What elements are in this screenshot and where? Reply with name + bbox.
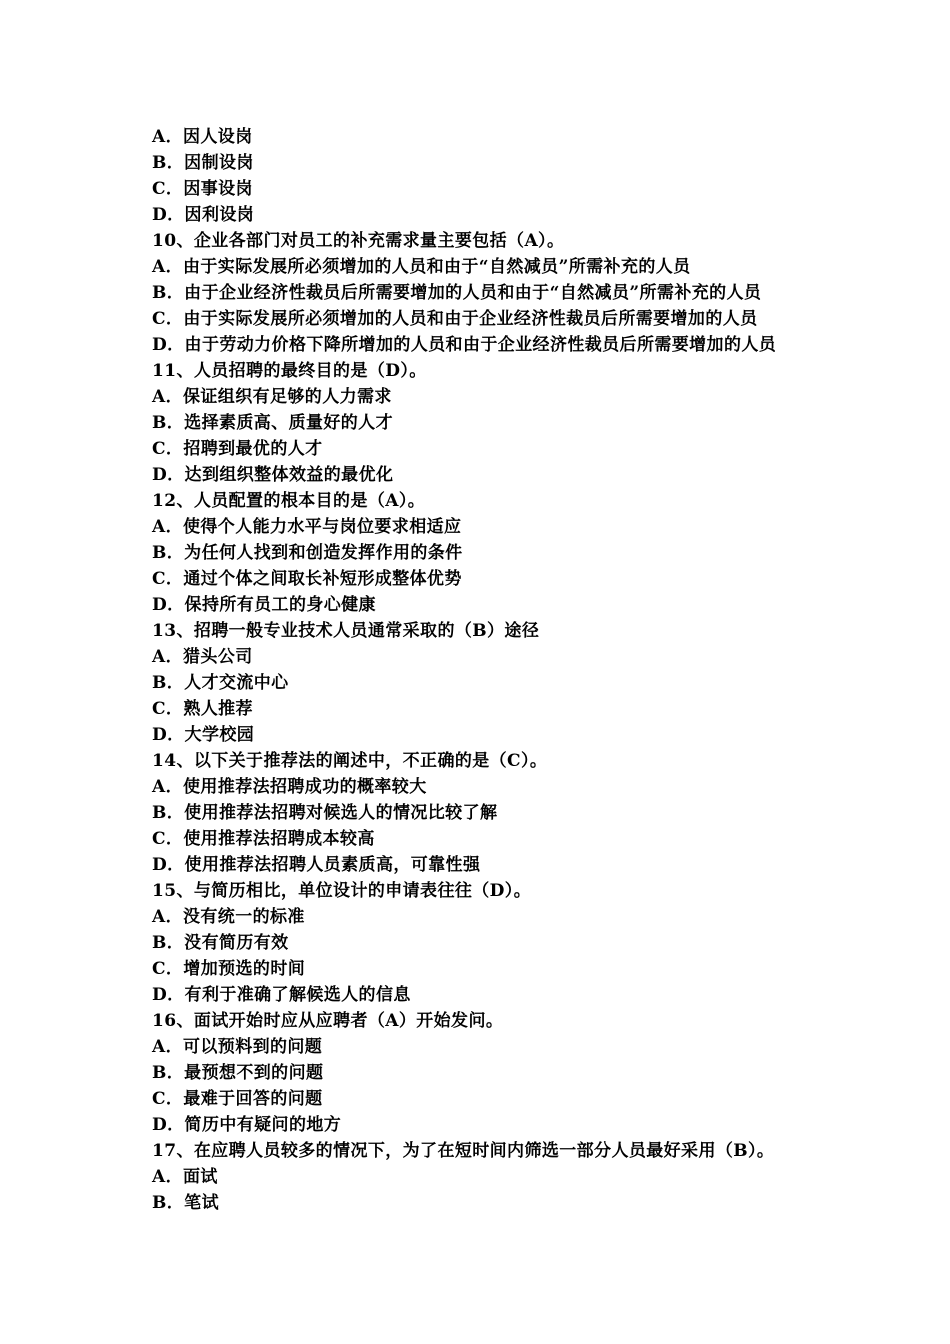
- answer-option: C．增加预选的时间: [152, 959, 306, 979]
- answer-option: D．保持所有员工的身心健康: [152, 595, 376, 615]
- question-text: 10、企业各部门对员工的补充需求量主要包括（A）。: [152, 231, 565, 251]
- answer-option: A．使用推荐法招聘成功的概率较大: [152, 777, 427, 797]
- answer-option: A．因人设岗: [152, 127, 253, 147]
- document-page: [152, 124, 852, 1216]
- answer-option: B．没有简历有效: [152, 933, 289, 953]
- answer-option: B．使用推荐法招聘对候选人的情况比较了解: [152, 803, 498, 823]
- question-text: 13、招聘一般专业技术人员通常采取的（B）途径: [152, 621, 540, 641]
- answer-option: A．可以预料到的问题: [152, 1037, 323, 1057]
- answer-option: B．因制设岗: [152, 153, 254, 173]
- answer-option: D．因利设岗: [152, 205, 255, 225]
- question-text: 14、以下关于推荐法的阐述中，不正确的是（C）。: [152, 751, 548, 771]
- answer-option: C．熟人推荐: [152, 699, 253, 719]
- answer-option: C．通过个体之间取长补短形成整体优势: [152, 569, 462, 589]
- answer-option: D．达到组织整体效益的最优化: [152, 465, 394, 485]
- answer-option: A．面试: [152, 1167, 218, 1187]
- answer-option: D．大学校园: [152, 725, 255, 745]
- answer-option: C．由于实际发展所必须增加的人员和由于企业经济性裁员后所需要增加的人员: [152, 309, 758, 329]
- answer-option: D．由于劳动力价格下降所增加的人员和由于企业经济性裁员后所需要增加的人员: [152, 335, 777, 355]
- answer-option: C．因事设岗: [152, 179, 253, 199]
- question-text: 11、人员招聘的最终目的是（D）。: [152, 361, 427, 381]
- question-text: 12、人员配置的根本目的是（A）。: [152, 491, 426, 511]
- answer-option: A．使得个人能力水平与岗位要求相适应: [152, 517, 462, 537]
- answer-option: A．猎头公司: [152, 647, 253, 667]
- question-text: 15、与简历相比，单位设计的申请表往往（D）。: [152, 881, 532, 901]
- question-text: 16、面试开始时应从应聘者（A）开始发问。: [152, 1011, 504, 1031]
- answer-option: B．笔试: [152, 1193, 219, 1213]
- answer-option: C．招聘到最优的人才: [152, 439, 323, 459]
- answer-option: B．人才交流中心: [152, 673, 289, 693]
- answer-option: A．由于实际发展所必须增加的人员和由于“自然减员”所需补充的人员: [152, 257, 691, 277]
- answer-option: A．没有统一的标准: [152, 907, 305, 927]
- answer-option: A．保证组织有足够的人力需求: [152, 387, 392, 407]
- answer-option: C．使用推荐法招聘成本较高: [152, 829, 375, 849]
- answer-option: D．有利于准确了解候选人的信息: [152, 985, 411, 1005]
- answer-option: B．为任何人找到和创造发挥作用的条件: [152, 543, 463, 563]
- answer-option: B．选择素质高、质量好的人才: [152, 413, 393, 433]
- answer-option: D．简历中有疑问的地方: [152, 1115, 342, 1135]
- question-text: 17、在应聘人员较多的情况下，为了在短时间内筛选一部分人员最好采用（B）。: [152, 1141, 775, 1161]
- answer-option: B．最预想不到的问题: [152, 1063, 324, 1083]
- answer-option: D．使用推荐法招聘人员素质高，可靠性强: [152, 855, 481, 875]
- answer-option: C．最难于回答的问题: [152, 1089, 323, 1109]
- answer-option: B．由于企业经济性裁员后所需要增加的人员和由于“自然减员”所需补充的人员: [152, 283, 762, 303]
